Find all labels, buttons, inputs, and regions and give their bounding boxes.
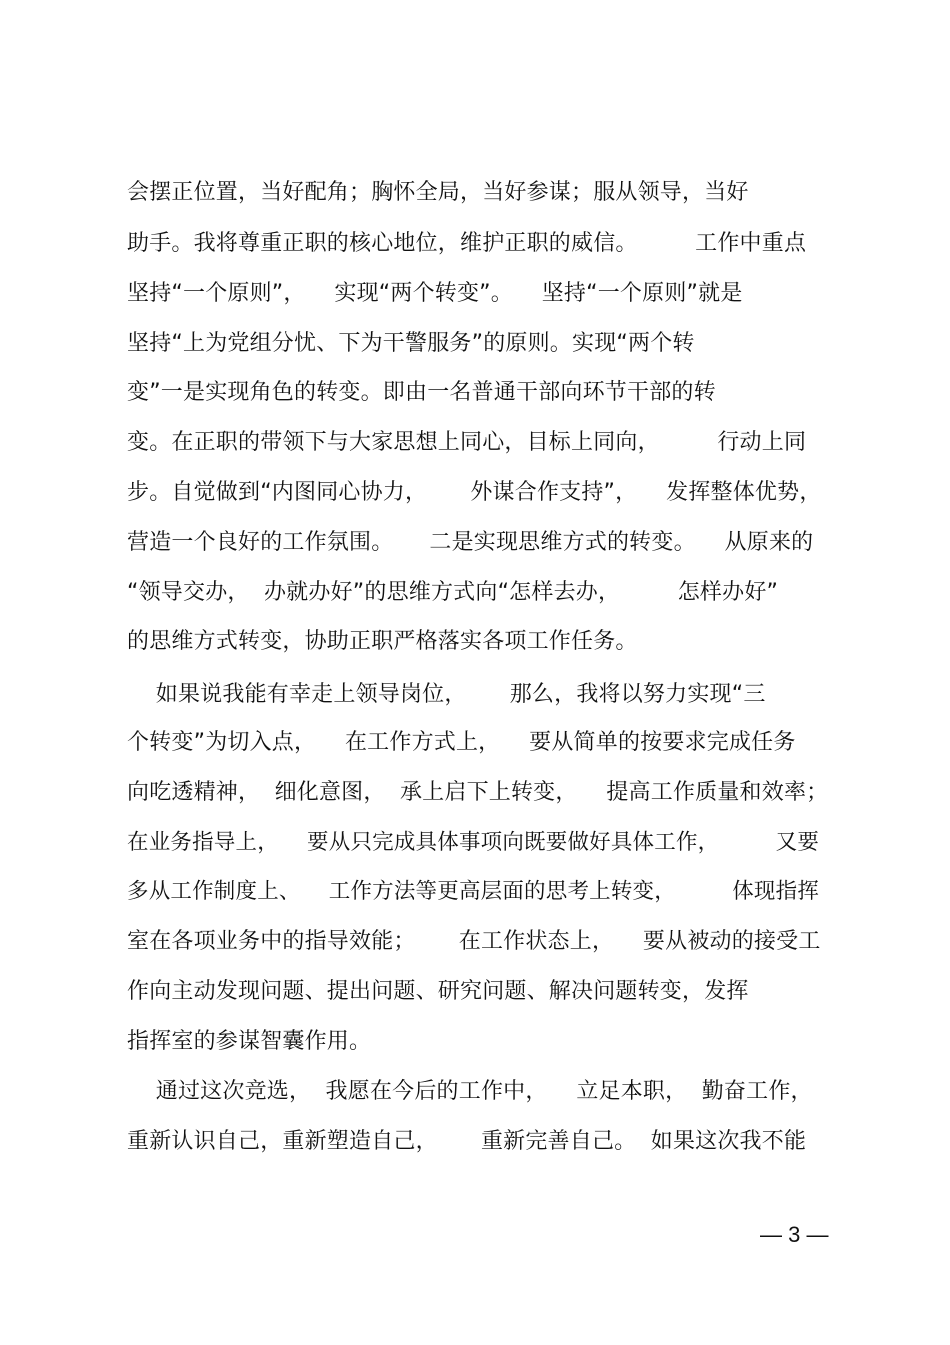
text-line: 营造一个良好的工作氛围。 二是实现思维方式的转变。 从原来的 [127, 530, 814, 555]
text-line: 助手。我将尊重正职的核心地位，维护正职的威信。 工作中重点 [127, 231, 807, 256]
text-line: 向吃透精神， 细化意图， 承上启下上转变， 提高工作质量和效率； [127, 780, 829, 805]
text-line: 坚持“一个原则”， 实现“两个转变”。 坚持“一个原则”就是 [127, 281, 743, 306]
text-line: 如果说我能有幸走上领导岗位， 那么，我将以努力实现“三 [127, 682, 766, 707]
text-line: 指挥室的参谋智囊作用。 [127, 1029, 372, 1054]
text-line: 会摆正位置，当好配角；胸怀全局，当好参谋；服从领导，当好 [127, 180, 749, 205]
text-line: 个转变”为切入点， 在工作方式上， 要从简单的按要求完成任务 [127, 730, 796, 755]
text-line: 在业务指导上， 要从只完成具体事项向既要做好具体工作， 又要 [127, 830, 820, 855]
text-line: 变。在正职的带领下与大家思想上同心，目标上同向， 行动上同 [127, 430, 807, 455]
text-line: 坚持“上为党组分忧、下为干警服务”的原则。实现“两个转 [127, 331, 695, 356]
text-line: 步。自觉做到“内图同心协力， 外谋合作支持”， 发挥整体优势， [127, 480, 822, 505]
text-line: 作向主动发现问题、提出问题、研究问题、解决问题转变，发挥 [127, 979, 749, 1004]
text-line: 室在各项业务中的指导效能； 在工作状态上， 要从被动的接受工 [127, 929, 821, 954]
text-line: 的思维方式转变，协助正职严格落实各项工作任务。 [127, 629, 638, 654]
text-line: “领导交办， 办就办好”的思维方式向“怎样去办， 怎样办好” [127, 580, 779, 605]
text-line: 多从工作制度上、 工作方法等更高层面的思考上转变， 体现指挥 [127, 879, 820, 904]
text-line: 重新认识自己，重新塑造自己， 重新完善自己。 如果这次我不能 [127, 1129, 807, 1154]
text-line: 通过这次竞选， 我愿在今后的工作中， 立足本职， 勤奋工作， [127, 1079, 813, 1104]
page-number: — 3 — [760, 1222, 829, 1247]
text-line: 变”一是实现角色的转变。即由一名普通干部向环节干部的转 [127, 380, 716, 405]
